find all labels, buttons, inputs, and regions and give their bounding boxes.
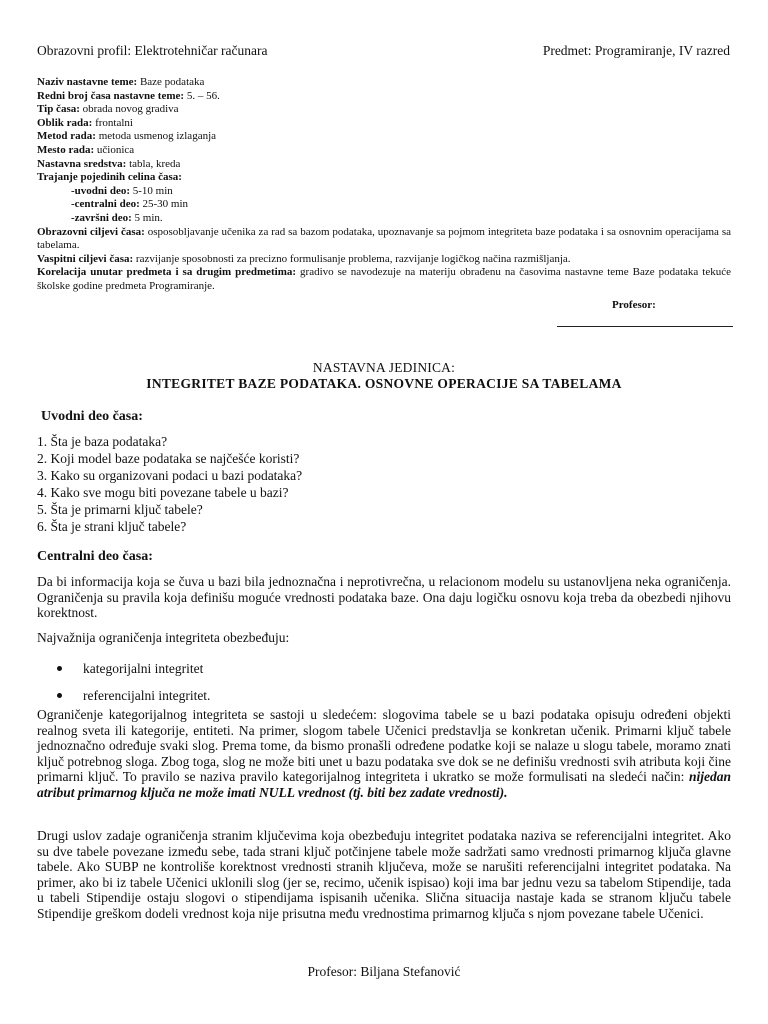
paragraph-referential-integrity: Drugi uslov zadaje ograničenja stranim ključevima koja obezbeđuju integritet podataka naziva se referencijalni integritet. Ako su dve tabele povezane između sebe, tada strani ključ potčinjene tabele može sadržati samo vrednosti primarnog ključa glavne tabele. Ako SUBP ne kontroliše korektnost vrednosti stranih ključeva, može se narušiti referencijalni integritet podataka. Na primer, ako bi iz tabele Učenici uklonili slog (jer se, recimo, učenik ispisao) koji ima bar jednu vezu sa tabelom Stipendije, tada u tabeli Stipendije ostaju slogovi o stipendijama ispisanih učenika. Slična situacija nastaje kada se stranom ključu tabele Stipendije greškom dodeli vrednost koja nije prisutna među vrednostima primarnog ključa s njom povezane tabele Učenici. (37, 828, 731, 921)
list-item (57, 655, 210, 682)
meta-correlation-label: Korelacija unutar predmeta i sa drugim predmetima: (37, 266, 297, 279)
intro-question: 3. Kako su organizovani podaci u bazi podataka? (37, 468, 303, 483)
central-section-heading: Centralni deo časa: (37, 549, 153, 564)
meta-topic-value: Baze podataka (139, 76, 205, 88)
intro-section-heading: Uvodni deo časa: (41, 409, 143, 424)
intro-questions-list (37, 433, 302, 535)
header-education-profile: Obrazovni profil: Elektrotehničar računara (37, 43, 268, 58)
meta-lesson-type-value: obrada novog gradiva (82, 103, 179, 116)
meta-intro-duration-label: -uvodni deo: (71, 184, 130, 197)
meta-duration-row (37, 171, 731, 185)
meta-lesson-type-row (37, 103, 731, 117)
meta-intro-duration-value: 5-10 min (132, 184, 173, 197)
meta-location-value: učionica (96, 143, 135, 156)
meta-location-label: Mesto rada: (37, 143, 95, 156)
meta-final-duration-value: 5 min. (134, 211, 163, 224)
meta-correlation-row (37, 266, 731, 293)
list-item-text: referencijalni integritet. (83, 687, 211, 703)
meta-intro-duration-row (37, 185, 731, 199)
meta-final-duration-row (37, 212, 731, 226)
meta-upbringing-goals-label: Vaspitni ciljevi časa: (37, 252, 134, 265)
meta-central-duration-row (37, 198, 731, 212)
meta-educational-goals-row (37, 226, 731, 253)
meta-work-form-value: frontalni (95, 116, 133, 129)
meta-lesson-number-value: 5. – 56. (186, 89, 220, 102)
meta-location-row (37, 144, 731, 158)
meta-work-method-value: metoda usmenog izlaganja (98, 130, 217, 143)
teaching-unit-label: NASTAVNA JEDINICA: (312, 360, 456, 375)
bullet-icon (57, 693, 62, 698)
intro-question: 2. Koji model baze podataka se najčešće koristi? (37, 451, 300, 466)
meta-upbringing-goals-row (37, 253, 731, 267)
paragraph-constraints-intro: Da bi informacija koja se čuva u bazi bila jednoznačna i neprotivrečna, u relacionom modelu su ustanovljena neka ograničenja. Ograničenja su pravila koja definišu moguće vrednosti podataka baze. Ona daju logičku osnovu koja treba da obezbedi njihovu korektnost. (37, 574, 731, 621)
meta-teaching-aids-label: Nastavna sredstva: (37, 157, 127, 170)
meta-final-duration-label: -završni deo: (71, 211, 132, 224)
meta-central-duration-value: 25-30 min (142, 198, 189, 211)
meta-correlation-value: gradivo se navodezuje na materiju obrađenu na časovima nastavne teme Baze podataka tekuće školske godine predmeta Programiranje. (37, 266, 731, 292)
meta-lesson-number-label: Redni broj časa nastavne teme: (37, 89, 185, 102)
meta-educational-goals-label: Obrazovni ciljevi časa: (37, 225, 145, 238)
list-item-text: kategorijalni integritet (83, 660, 204, 676)
meta-upbringing-goals-value: razvijanje sposobnosti za precizno formulisanje problema, razvijanje logičkog načina razmišljanja. (135, 252, 571, 265)
bullet-icon (57, 666, 62, 671)
meta-work-method-row (37, 130, 731, 144)
meta-educational-goals-value: osposobljavanje učenika za rad sa bazom podataka, upoznavanje sa pojmom integriteta baze podataka i sa osnovnim operacijama sa tabelama. (37, 225, 731, 252)
meta-duration-label: Trajanje pojedinih celina časa: (37, 171, 182, 184)
professor-signature-label: Profesor: (612, 299, 656, 311)
meta-lesson-type-label: Tip časa: (37, 103, 80, 116)
meta-work-method-label: Metod rada: (37, 130, 96, 143)
meta-teaching-aids-row (37, 158, 731, 172)
meta-teaching-aids-value: tabla, kreda (129, 157, 181, 170)
footer-professor-name: Profesor: Biljana Stefanović (307, 964, 461, 979)
paragraph-categorical-integrity (37, 707, 731, 801)
meta-central-duration-label: -centralni deo: (71, 198, 140, 211)
categorical-integrity-text: Ograničenje kategorijalnog integriteta se sastoji u sledećem: slogovima tabele se u bazi podataka opisuju određeni objekti realnog sveta ili kategorije, entiteti. Na primer, slogom tabele Učenici predstavlja se konkretan učenik. Primarni ključ tabele jednoznačno određuje svaki slog. Prema tome, da bismo pronašli određene podatke koji se nalaze u slogu tabele, moramo znati ključ potrebnog sloga. Zbog toga, slog ne može biti unet u bazu podataka sve dok se ne definišu vrednosti svih atributa koji čine primarni ključ. To pravilo se naziva pravilo kategorijalnog integriteta i ukratko se može formulisati na sledeći način: (37, 707, 731, 785)
teaching-unit-title: INTEGRITET BAZE PODATAKA. OSNOVNE OPERACIJE SA TABELAMA (146, 376, 622, 391)
header-subject: Predmet: Programiranje, IV razred (542, 43, 730, 58)
intro-question: 1. Šta je baza podataka? (37, 434, 168, 449)
intro-question: 5. Šta je primarni ključ tabele? (37, 502, 203, 517)
paragraph-integrity-list-intro: Najvažnija ograničenja integriteta obezbeđuju: (37, 630, 290, 645)
meta-topic-row (37, 76, 731, 90)
meta-lesson-number-row (37, 90, 731, 104)
lesson-metadata (37, 76, 731, 294)
intro-question: 6. Šta je strani ključ tabele? (37, 519, 187, 534)
signature-line (557, 326, 733, 327)
meta-work-form-label: Oblik rada: (37, 116, 93, 129)
meta-topic-label: Naziv nastavne teme: (37, 76, 138, 88)
meta-work-form-row (37, 117, 731, 131)
list-item (57, 682, 210, 709)
integrity-types-list (57, 655, 210, 709)
intro-question: 4. Kako sve mogu biti povezane tabele u bazi? (37, 485, 289, 500)
categorical-integrity-rule: nijedan atribut primarnog ključa ne može imati NULL vrednost (tj. biti bez zadate vrednosti). (37, 769, 732, 800)
